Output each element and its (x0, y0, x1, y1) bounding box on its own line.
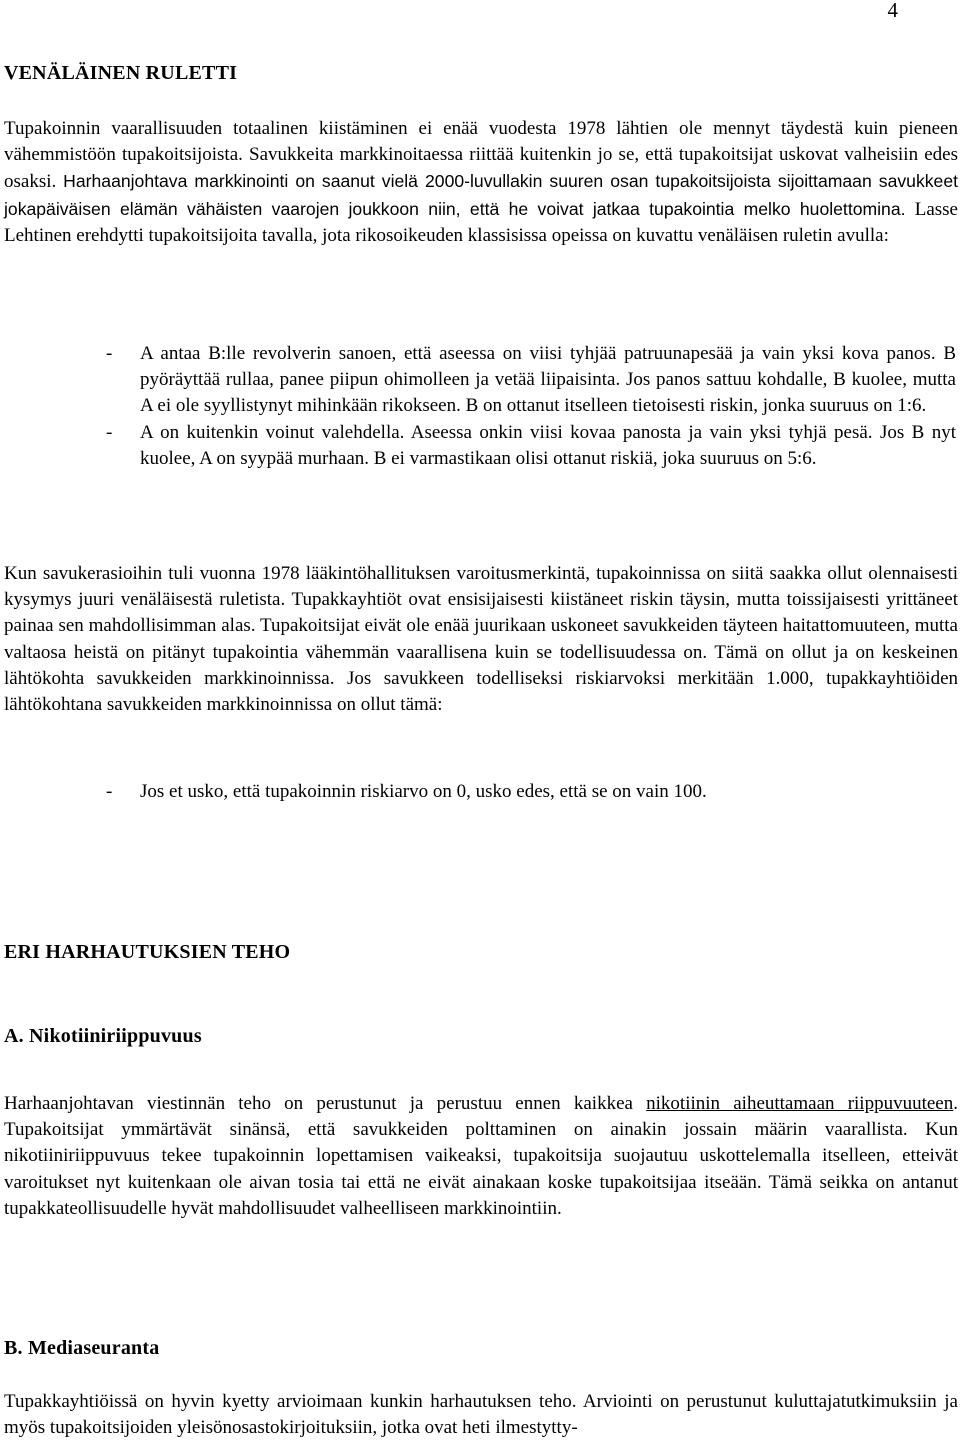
list-dash: - (106, 781, 113, 802)
roulette-scenario-list (106, 341, 956, 472)
list-item-text: A on kuitenkin voinut valehdella. Aseessa onkin viisi kovaa panosta ja vain yksi tyhjä pesä. Jos B nyt kuolee, A on syypää murhaan. B ei varmastikaan olisi ottanut riskiä, joka suuruus on 5:6. (140, 421, 956, 469)
sentence: Savukkeita markkinoitaessa riittää kuitenkin jo se, että tupakoitsijat uskovat valheisiin edes osaksi. (4, 144, 959, 193)
page-number: 4 (887, 0, 898, 22)
subsection-heading-nikotiiniriippuvuus: A. Nikotiiniriippuvuus (4, 1025, 202, 1047)
list-item (106, 341, 956, 420)
list-item (106, 420, 956, 472)
subsection-heading-mediaseuranta: B. Mediaseuranta (4, 1337, 160, 1359)
paragraph-text-end: . Tupakoitsijat ymmärtävät sinänsä, että savukkeiden polttaminen on ainakin jossain määrin vaarallista. Kun nikotiiniriippuvuus tekee tupakoinnin lopettamisen vaikeaksi, tupakoitsija suojautuu uskottelemalla itselleen, etteivät varoitukset nyt kuitenkaan ole aivan tosia tai että ne eivät ainakaan koske tupakoitsijaa itseään. Tämä seikka on antanut tupakkateollisuudelle hyvät mahdollisuudet valheelliseen markkinointiin. (4, 1093, 958, 1219)
section-heading-venalainen-ruletti: VENÄLÄINEN RULETTI (4, 62, 238, 84)
list-item (106, 779, 956, 805)
paragraph-text-start: Harhaanjohtavan viestinnän teho on perustunut ja perustuu ennen kaikkea (4, 1093, 647, 1114)
paragraph-warning-1978: Kun savukerasioihin tuli vuonna 1978 lääkintöhallituksen varoitusmerkintä, tupakoinnissa on siitä saakka ollut olennaisesti kysymys juuri venäläisestä ruletista. Tupakkayhtiöt ovat ensisijaisesti kiistäneet riskin täysin, mutta toissijaisesti yrittäneet painaa sen mahdollisimman alas. Tupakoitsijat eivät ole enää juurikaan uskoneet savukkeiden täyteen haitattomuuteen, mutta valtaosa heistä on pitänyt tupakointia vähemmän vaarallisena kuin se todellisuudessa on. Tämä on ollut ja on keskeinen lähtökohta savukkeiden markkinoinnissa. Jos savukkeen todelliseksi riskiarvoksi merkitään 1.000, tupakkayhtiöiden lähtökohtana savukkeiden markkinoinnissa on ollut tämä: (4, 563, 958, 716)
sentence: Harhaanjohtava markkinointi on saanut vielä 2000-luvullakin suuren osan tupakoitsijoista sijoittamaan savukkeet jokapäiväisen elämän vähäisten vaarojen joukkoon niin, että he voivat jatkaa tupakointia melko huolettomina. (4, 171, 958, 219)
underlined-term: nikotiinin aiheuttamaan riippuvuuteen (646, 1093, 954, 1114)
list-item-text: Jos et usko, että tupakoinnin riskiarvo on 0, usko edes, että se on vain 100. (140, 781, 707, 802)
list-dash: - (106, 421, 113, 443)
sentence: Tupakoinnin vaarallisuuden totaalinen kiistäminen ei enää vuodesta 1978 lähtien ole mennyt täydestä kuin pieneen vähemmistöön tupakoitsijoista. (4, 118, 958, 166)
risk-value-list (106, 779, 956, 805)
list-dash: - (106, 343, 113, 364)
section-heading-eri-harhautuksien-teho: ERI HARHAUTUKSIEN TEHO (4, 941, 291, 963)
paragraph-nikotiiniriippuvuus (4, 1091, 958, 1222)
paragraph-mediaseuranta: Tupakkayhtiöissä on hyvin kyetty arvioimaan kunkin harhautuksen teho. Arviointi on perustunut kuluttajatutkimuksiin ja myös tupakoitsijoiden yleisönosastokirjoituksiin, jotka ovat heti ilmestytty- (4, 1391, 958, 1439)
sentence: Lasse Lehtinen erehdytti tupakoitsijoita tavalla, jota rikosoikeuden klassisissa opeissa on kuvattu venäläisen ruletin avulla: (4, 198, 958, 246)
paragraph-intro (4, 116, 958, 249)
list-item-text: A antaa B:lle revolverin sanoen, että aseessa on viisi tyhjää patruunapesää ja vain yksi kova panos. B pyöräyttää rullaa, panee piipun ohimolleen ja vetää liipaisinta. Jos panos sattuu kohdalle, B kuolee, mutta A ei ole syyllistynyt mihinkään rikokseen. B on ottanut itselleen tietoisesti riskin, jonka suuruus on 1:6. (140, 343, 956, 417)
